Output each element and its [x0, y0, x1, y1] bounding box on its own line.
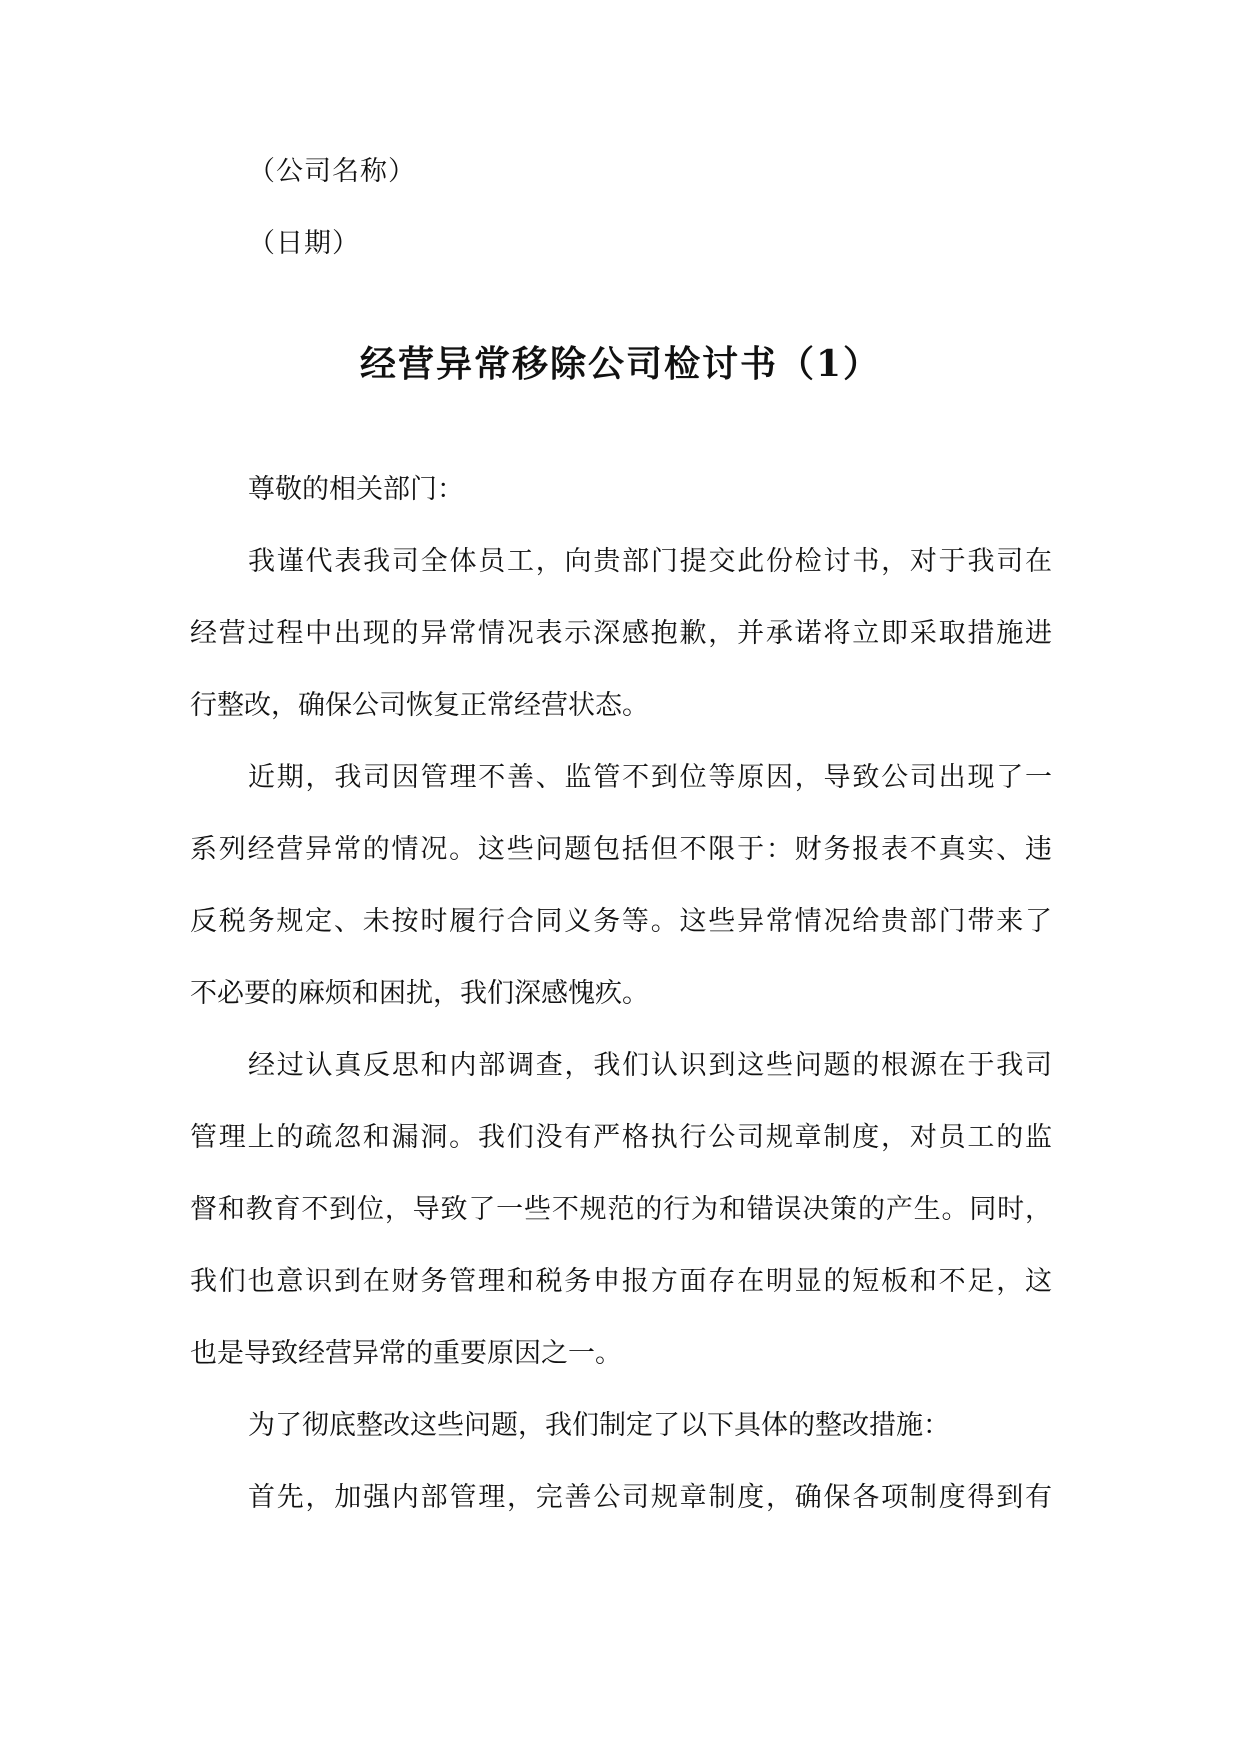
- company-name-placeholder: （公司名称）: [248, 156, 416, 187]
- paragraph-2-line-4: 不必要的麻烦和困扰，我们深感愧疚。: [190, 978, 649, 1009]
- paragraph-1-line-1: 我谨代表我司全体员工，向贵部门提交此份检讨书，对于我司在: [248, 546, 1052, 577]
- paragraph-2-line-2: 系列经营异常的情况。这些问题包括但不限于：财务报表不真实、违: [190, 834, 1052, 865]
- document-title: 经营异常移除公司检讨书（1）: [359, 343, 882, 385]
- date-placeholder: （日期）: [248, 228, 360, 259]
- paragraph-3-line-4: 我们也意识到在财务管理和税务申报方面存在明显的短板和不足，这: [190, 1266, 1052, 1297]
- paragraph-3-line-1: 经过认真反思和内部调查，我们认识到这些问题的根源在于我司: [248, 1050, 1052, 1081]
- paragraph-3-line-2: 管理上的疏忽和漏洞。我们没有严格执行公司规章制度，对员工的监: [190, 1122, 1052, 1153]
- paragraph-4-line-1: 为了彻底整改这些问题，我们制定了以下具体的整改措施：: [248, 1410, 950, 1441]
- paragraph-2-line-3: 反税务规定、未按时履行合同义务等。这些异常情况给贵部门带来了: [190, 906, 1052, 937]
- paragraph-3-line-3: 督和教育不到位，导致了一些不规范的行为和错误决策的产生。同时，: [190, 1194, 1052, 1225]
- paragraph-5-line-1: 首先，加强内部管理，完善公司规章制度，确保各项制度得到有: [248, 1482, 1052, 1513]
- paragraph-1-line-3: 行整改，确保公司恢复正常经营状态。: [190, 690, 649, 721]
- paragraph-2-line-1: 近期，我司因管理不善、监管不到位等原因，导致公司出现了一: [248, 762, 1052, 793]
- paragraph-1-line-2: 经营过程中出现的异常情况表示深感抱歉，并承诺将立即采取措施进: [190, 618, 1052, 649]
- salutation: 尊敬的相关部门：: [248, 474, 464, 505]
- paragraph-3-line-5: 也是导致经营异常的重要原因之一。: [190, 1338, 622, 1369]
